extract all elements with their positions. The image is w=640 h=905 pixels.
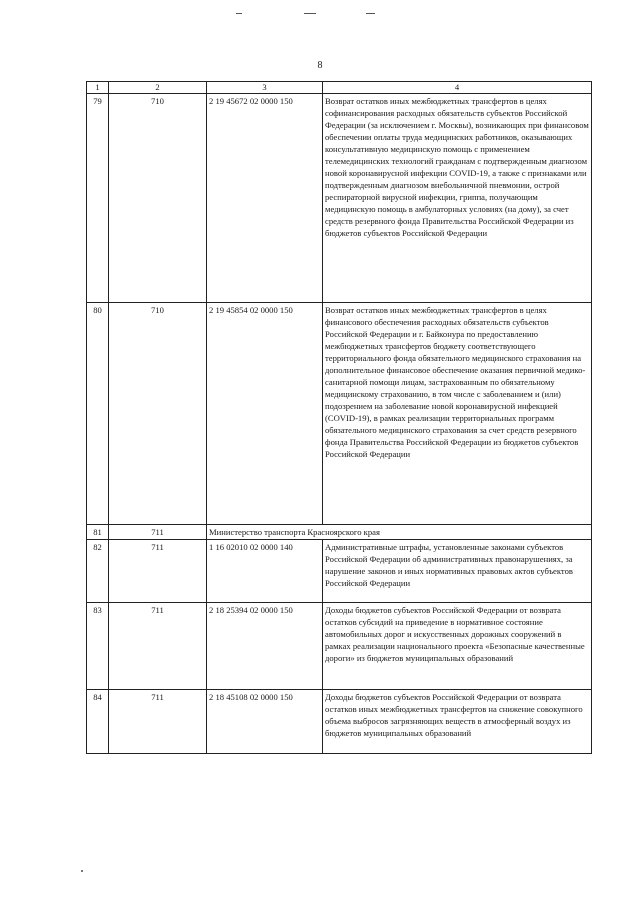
- revenue-code: 2 19 45672 02 0000 150: [207, 94, 323, 303]
- table-header-row: [87, 82, 592, 94]
- administrator-code: 711: [109, 603, 207, 690]
- table-row: [87, 94, 592, 303]
- scan-marks: [0, 0, 640, 30]
- revenue-description: Административные штрафы, установленные законами субъектов Российской Федерации об административных правонарушениях, за нарушение законов и иных нормативных правовых актов субъектов Российской Федерации: [323, 540, 592, 603]
- revenue-codes-table: [86, 81, 592, 754]
- administrator-code: 711: [109, 540, 207, 603]
- table-row: [87, 603, 592, 690]
- column-header: 1: [87, 82, 109, 94]
- table-row: [87, 690, 592, 754]
- administrator-code: 710: [109, 94, 207, 303]
- scan-mark: [304, 13, 316, 14]
- scan-speck: [81, 870, 83, 872]
- administrator-code: 711: [109, 690, 207, 754]
- column-header: 4: [323, 82, 592, 94]
- row-number: 83: [87, 603, 109, 690]
- page-number: 8: [317, 60, 323, 71]
- revenue-description: Возврат остатков иных межбюджетных трансфертов в целях финансового обеспечения расходных обязательств субъектов Российской Федерации и г. Байконура по предоставлению межбюджетных трансфертов бюджету соответствующего территориального фонда обязательного медицинского страхования на дополнительное финансовое обеспечение оказания первичной медико-санитарной помощи лицам, застрахованным по обязательному медицинскому страхованию, в том числе с заболеванием и (или) подозрением на заболевание новой коронавирусной инфекцией (COVID-19), в рамках реализации территориальных программ обязательного медицинского страхования за счет средств резервного фонда Правительства Российской Федерации из бюджетов субъектов Российской Федерации: [323, 303, 592, 525]
- scan-mark: [236, 13, 242, 14]
- administrator-code: 711: [109, 525, 207, 540]
- revenue-code: 2 18 25394 02 0000 150: [207, 603, 323, 690]
- row-number: 80: [87, 303, 109, 525]
- section-row: [87, 525, 592, 540]
- row-number: 81: [87, 525, 109, 540]
- revenue-description: Доходы бюджетов субъектов Российской Федерации от возврата остатков субсидий на приведение в нормативное состояние автомобильных дорог и искусственных дорожных сооружений в рамках реализации национального проекта «Безопасные качественные дороги» из бюджетов муниципальных образований: [323, 603, 592, 690]
- revenue-code: 2 19 45854 02 0000 150: [207, 303, 323, 525]
- table-row: [87, 540, 592, 603]
- column-header: 3: [207, 82, 323, 94]
- ministry-title: Министерство транспорта Красноярского края: [207, 525, 592, 540]
- scan-mark: [366, 13, 375, 14]
- revenue-description: Доходы бюджетов субъектов Российской Федерации от возврата остатков иных межбюджетных трансфертов на снижение совокупного объема выбросов загрязняющих веществ в атмосферный воздух из бюджетов муниципальных образований: [323, 690, 592, 754]
- row-number: 82: [87, 540, 109, 603]
- administrator-code: 710: [109, 303, 207, 525]
- revenue-code: 2 18 45108 02 0000 150: [207, 690, 323, 754]
- row-number: 84: [87, 690, 109, 754]
- row-number: 79: [87, 94, 109, 303]
- revenue-description: Возврат остатков иных межбюджетных трансфертов в целях софинансирования расходных обязательств субъектов Российской Федерации (за исключением г. Москвы), возникающих при финансовом обеспечении оплаты труда медицинских работников, оказывающих консультативную медицинскую помощь с применением телемедицинских технологий гражданам с подтвержденным диагнозом новой коронавирусной инфекции COVID-19, а также с признаками или подтвержденным диагнозом внебольничной пневмонии, острой респираторной вирусной инфекции, гриппа, получающим медицинскую помощь в амбулаторных условиях (на дому), за счет средств резервного фонда Правительства Российской Федерации из бюджетов субъектов Российской Федерации: [323, 94, 592, 303]
- table-row: [87, 303, 592, 525]
- column-header: 2: [109, 82, 207, 94]
- revenue-code: 1 16 02010 02 0000 140: [207, 540, 323, 603]
